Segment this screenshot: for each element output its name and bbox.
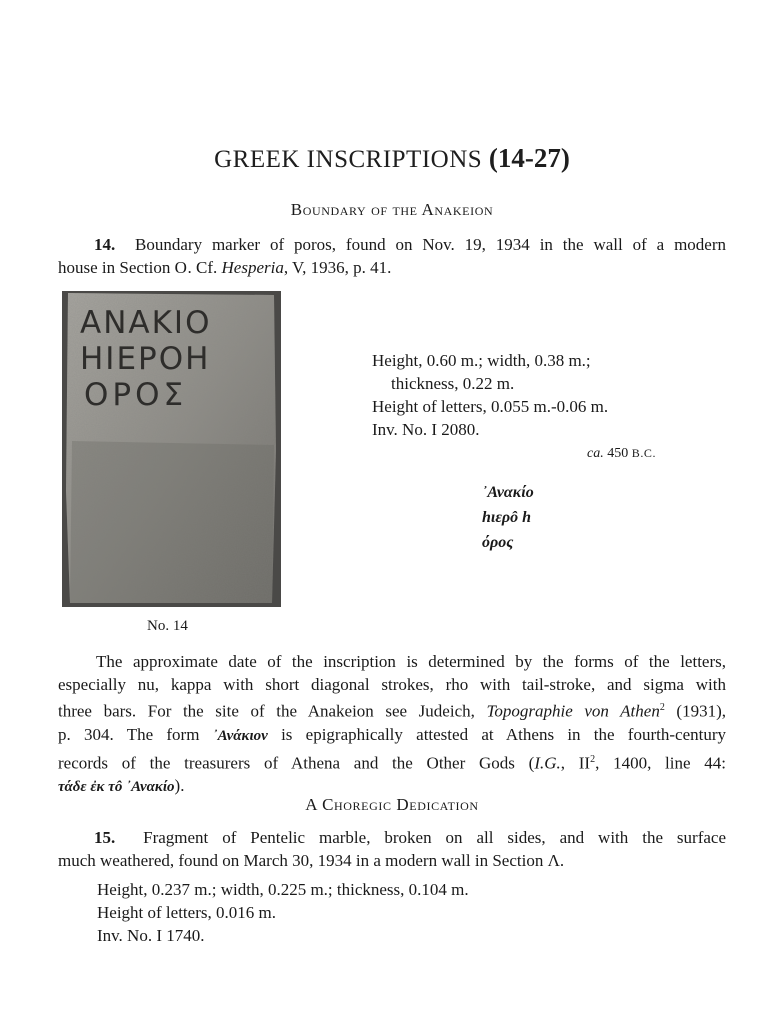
section-heading-choregic: A Choregic Dedication — [305, 795, 479, 814]
entry-14-measurements — [372, 349, 608, 441]
greek-line-3: όρος — [482, 534, 514, 551]
photo-inscription-line-3: ΟΡΟΣ — [84, 377, 188, 413]
entry-14-line1: 14. Boundary marker of poros, found on Nov. 19, 1934 in the wall of a modern — [94, 235, 727, 254]
entry-15-measurements — [97, 878, 469, 947]
entry-15-number: 15. — [94, 828, 116, 847]
commentary-line-5: records of the treasurers of Athena and the Other Gods (I.G., $II^2$, 1400, line 44: — [58, 753, 727, 773]
stone-photo-svg — [62, 291, 281, 607]
commentary-line-3: three bars. For the site of the Anakeion see Judeich, Topographie von Athen$^2$ (1931), — [58, 701, 726, 721]
page-title — [0, 143, 784, 174]
commentary-line-2: especially nu, kappa with short diagonal strokes, rho with tail-stroke, and sigma with — [58, 675, 726, 694]
measurement-thickness: thickness, 0.22 m. — [391, 374, 515, 393]
page-title-text: GREEK INSCRIPTIONS — [214, 146, 483, 173]
entry-15-description — [58, 826, 726, 872]
stone-photograph — [62, 291, 281, 607]
greek-line-1: ᾿Ανακίο — [482, 484, 534, 501]
ig-reference: I.G. — [534, 753, 561, 773]
inscription-date: ca. 450 B.C. — [587, 446, 657, 461]
book-title: Topographie von Athen — [486, 701, 660, 721]
entry-15-line2: much weathered, found on March 30, 1934 in a modern wall in Section Λ. — [58, 851, 565, 870]
section-letter: O — [174, 258, 188, 277]
page-title-range: (14-27) — [488, 143, 570, 173]
entry-14-description — [58, 233, 726, 279]
measurement-15-inventory: Inv. No. I 1740. — [97, 926, 205, 945]
measurement-inventory: Inv. No. I 2080. — [372, 420, 480, 439]
commentary-line-1: The approximate date of the inscription is determined by the forms of the letters, — [96, 652, 726, 671]
measurement-height-width: Height, 0.60 m.; width, 0.38 m.; — [372, 351, 591, 370]
entry-14-number: 14. — [94, 235, 116, 254]
section-heading-anakeion: Boundary of the Anakeion — [290, 200, 494, 219]
greek-form: ᾿Ανάκιον — [212, 727, 268, 744]
journal-title: Hesperia — [221, 258, 284, 277]
measurement-15-dimensions: Height, 0.237 m.; width, 0.225 m.; thickness, 0.104 m. — [97, 880, 469, 899]
greek-transcription — [482, 480, 534, 555]
entry-14-line2: house in Section O. Cf. Hesperia, V, 1936, p. 41. — [58, 258, 392, 277]
measurement-15-letter-height: Height of letters, 0.016 m. — [97, 903, 276, 922]
commentary-line-6: τάδε ἐκ τô ᾿Ανακίο). — [58, 776, 185, 796]
photo-inscription-line-2: ΗΙΕΡΟΗ — [80, 341, 211, 377]
photo-inscription-line-1: ΑΝΑΚΙΟ — [80, 305, 212, 341]
commentary-line-4: p. 304. The form ᾿Ανάκιον is epigraphically attested at Athens in the fourth-century — [58, 724, 726, 744]
greek-line-2: hιερô h — [482, 509, 532, 526]
greek-phrase: τάδε ἐκ τô ᾿Ανακίο — [58, 779, 175, 796]
entry-14-commentary — [58, 650, 726, 799]
entry-15-line1: 15. Fragment of Pentelic marble, broken on all sides, and with the surface — [94, 828, 726, 847]
measurement-letter-height: Height of letters, 0.055 m.-0.06 m. — [372, 397, 609, 416]
figure-caption: No. 14 — [147, 618, 188, 634]
